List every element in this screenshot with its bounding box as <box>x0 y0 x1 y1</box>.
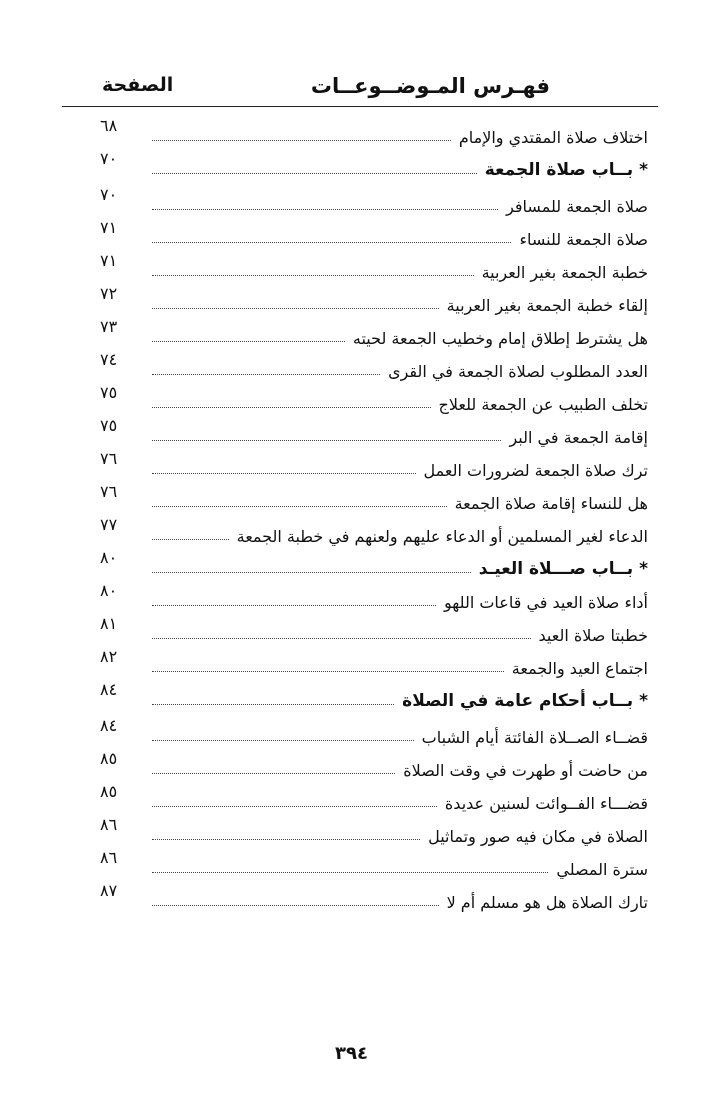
toc-entry-row <box>100 747 648 780</box>
dot-leader <box>152 905 439 906</box>
entry-title: قضــاء الصــلاة الفائتة أيام الشباب <box>421 728 648 747</box>
entry-title: اجتماع العيد والجمعة <box>511 659 648 678</box>
dot-leader <box>152 440 501 441</box>
toc-entry-row <box>100 879 648 912</box>
entry-title: خطبة الجمعة بغير العربية <box>481 263 648 282</box>
toc-entry-row <box>100 513 648 546</box>
entry-page-number: ٧٠ <box>100 185 118 204</box>
dot-leader <box>152 572 471 573</box>
entry-page-number: ٧٠ <box>100 149 118 168</box>
entry-page-number: ٨٦ <box>100 848 118 867</box>
dot-leader <box>152 374 380 375</box>
page-header <box>62 74 658 104</box>
toc-entry-row <box>100 282 648 315</box>
entry-page-number: ٧٦ <box>100 482 118 501</box>
dot-leader <box>152 839 420 840</box>
dot-leader <box>152 872 548 873</box>
entry-title: من حاضت أو طهرت في وقت الصلاة <box>403 761 648 780</box>
toc-entry-row <box>100 780 648 813</box>
toc-entry-row <box>100 813 648 846</box>
chapter-title: * بــاب أحكام عامة في الصلاة <box>402 691 648 711</box>
header-rule <box>62 106 658 107</box>
entry-title: إقامة الجمعة في البر <box>509 428 648 447</box>
entry-title: الصلاة في مكان فيه صور وتماثيل <box>428 827 648 846</box>
chapter-title: * بــاب صـــلاة العيـد <box>478 559 648 579</box>
dot-leader <box>152 605 436 606</box>
entry-title: سترة المصلي <box>556 860 648 879</box>
toc-entry-row <box>100 183 648 216</box>
toc-entry-row <box>100 249 648 282</box>
dot-leader <box>152 638 531 639</box>
entry-title: اختلاف صلاة المقتدي والإمام <box>458 128 648 147</box>
toc-entry-row <box>100 612 648 645</box>
chapter-title: * بــاب صلاة الجمعة <box>484 160 648 180</box>
entry-title: قضـــاء الفــوائت لسنين عديدة <box>444 794 648 813</box>
entry-page-number: ٨٤ <box>100 716 118 735</box>
entry-page-number: ٨٧ <box>100 881 118 900</box>
entry-page-number: ٧٣ <box>100 317 118 336</box>
dot-leader <box>152 806 437 807</box>
dot-leader <box>152 506 447 507</box>
entry-title: صلاة الجمعة للمسافر <box>506 197 648 216</box>
chapter-heading-row <box>100 546 648 579</box>
entry-title: خطبتا صلاة العيد <box>538 626 648 645</box>
dot-leader <box>152 407 431 408</box>
page-number: ٣٩٤ <box>335 1043 368 1064</box>
toc-entry-row <box>100 348 648 381</box>
chapter-heading-row <box>100 678 648 711</box>
toc-entry-row <box>100 447 648 480</box>
dot-leader <box>152 740 414 741</box>
dot-leader <box>152 173 477 174</box>
entry-page-number: ٨١ <box>100 614 118 633</box>
entry-title: ترك صلاة الجمعة لضرورات العمل <box>423 461 648 480</box>
index-title: فهـرس المـوضــوعــات <box>310 74 550 98</box>
chapter-heading-row <box>100 147 648 180</box>
toc-entry-row <box>100 645 648 678</box>
dot-leader <box>152 704 394 705</box>
page-column-label: الصفحة <box>102 74 174 96</box>
entry-page-number: ٨٠ <box>100 548 118 567</box>
toc-entry-row <box>100 216 648 249</box>
entry-title: أداء صلاة العيد في قاعات اللهو <box>444 593 648 612</box>
dot-leader <box>152 671 504 672</box>
toc-entry-row <box>100 414 648 447</box>
entry-title: تخلف الطبيب عن الجمعة للعلاج <box>438 395 648 414</box>
dot-leader <box>152 341 345 342</box>
entry-title: هل للنساء إقامة صلاة الجمعة <box>454 494 648 513</box>
dot-leader <box>152 209 498 210</box>
entry-page-number: ٨٥ <box>100 749 118 768</box>
entry-title: هل يشترط إطلاق إمام وخطيب الجمعة لحيته <box>352 329 648 348</box>
toc-entry-row <box>100 579 648 612</box>
entry-page-number: ٧١ <box>100 251 118 270</box>
entry-page-number: ٨٢ <box>100 647 118 666</box>
dot-leader <box>152 275 474 276</box>
toc-entry-row <box>100 846 648 879</box>
dot-leader <box>152 539 229 540</box>
entry-page-number: ٧٥ <box>100 383 118 402</box>
entry-page-number: ٧٢ <box>100 284 118 303</box>
entry-title: إلقاء خطبة الجمعة بغير العربية <box>446 296 648 315</box>
entry-page-number: ٧١ <box>100 218 118 237</box>
entry-title: تارك الصلاة هل هو مسلم أم لا <box>446 893 648 912</box>
entry-title: صلاة الجمعة للنساء <box>519 230 648 249</box>
entry-page-number: ٧٥ <box>100 416 118 435</box>
entry-page-number: ٨٦ <box>100 815 118 834</box>
dot-leader <box>152 308 439 309</box>
entry-title: الدعاء لغير المسلمين أو الدعاء عليهم ولعنهم في خطبة الجمعة <box>236 527 648 546</box>
entry-page-number: ٦٨ <box>100 116 118 135</box>
toc-entry-row <box>100 714 648 747</box>
entry-page-number: ٧٧ <box>100 515 118 534</box>
entry-page-number: ٨٥ <box>100 782 118 801</box>
entry-title: العدد المطلوب لصلاة الجمعة في القرى <box>388 362 648 381</box>
entry-page-number: ٨٤ <box>100 680 118 699</box>
dot-leader <box>152 773 395 774</box>
toc-entry-row <box>100 480 648 513</box>
toc-entry-row <box>100 315 648 348</box>
dot-leader <box>152 473 416 474</box>
dot-leader <box>152 140 451 141</box>
toc-entry-row <box>100 114 648 147</box>
toc-entry-row <box>100 381 648 414</box>
entry-page-number: ٨٠ <box>100 581 118 600</box>
dot-leader <box>152 242 511 243</box>
table-of-contents <box>100 114 648 912</box>
entry-page-number: ٧٤ <box>100 350 118 369</box>
entry-page-number: ٧٦ <box>100 449 118 468</box>
